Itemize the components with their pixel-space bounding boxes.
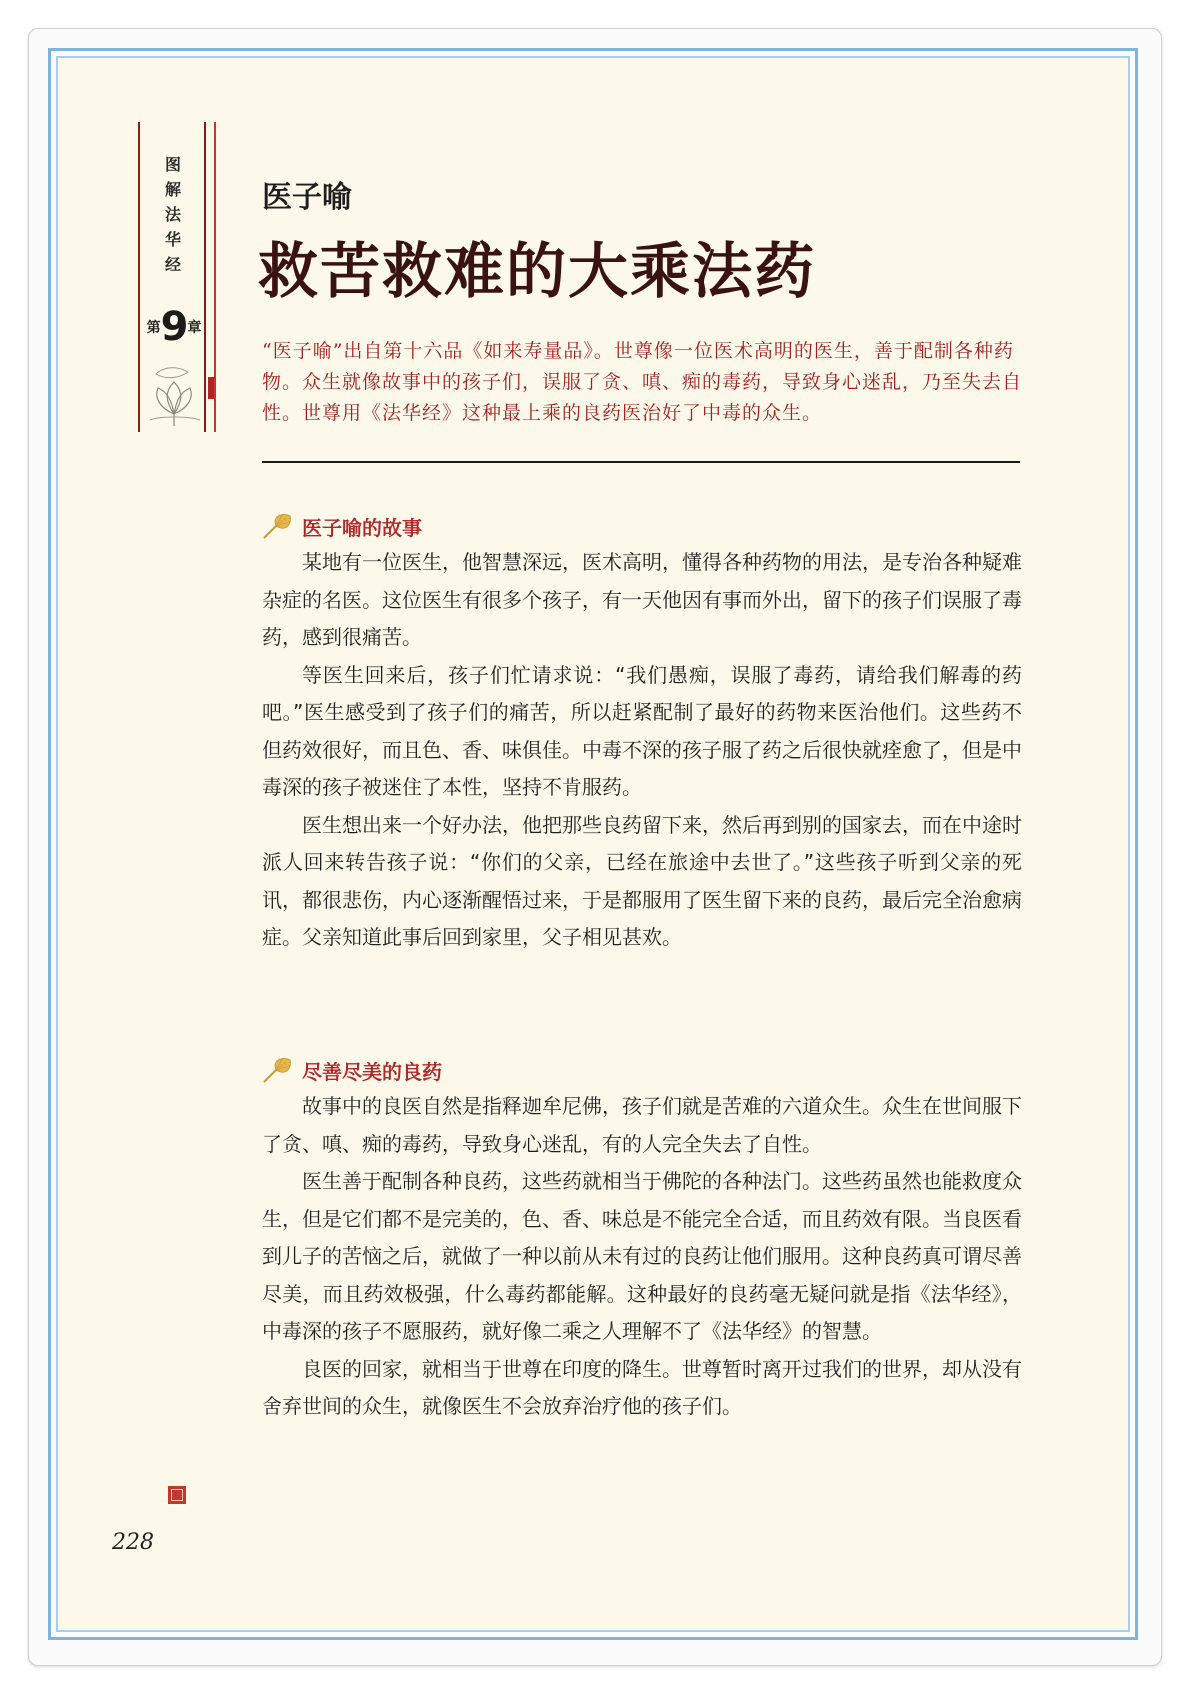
ginkgo-leaf-icon [260, 1056, 294, 1084]
tab-border-left [138, 122, 140, 432]
tab-red-marker [208, 377, 214, 399]
tab-border-right [204, 122, 206, 432]
book-title-vertical [152, 152, 194, 277]
paragraph: 某地有一位医生，他智慧深远，医术高明，懂得各种药物的用法，是专治各种疑难杂症的名医。这位医生有很多个孩子，有一天他因有事而外出，留下的孩子们误服了毒药，感到很痛苦。 [262, 550, 1022, 649]
paragraph: 医生想出来一个好办法，他把那些良药留下来，然后再到别的国家去，而在中途时派人回来转告孩子说：“你们的父亲，已经在旅途中去世了。”这些孩子听到父亲的死讯，都很悲伤，内心逐渐醒悟过来，于是都服用了医生留下来的良药，最后完全治愈病症。父亲知道此事后回到家里，父子相见甚欢。 [262, 812, 1022, 949]
section-body [262, 1088, 1022, 1426]
intro-paragraph [262, 336, 1022, 429]
section-heading [262, 1054, 1022, 1088]
section-title: 尽善尽美的良药 [302, 1060, 442, 1084]
paragraph: 医生善于配制各种良药，这些药就相当于佛陀的各种法门。这些药虽然也能救度众生，但是它们都不是完美的，色、香、味总是不能完全合适，而且药效有限。当良医看到儿子的苦恼之后，就做了一种以前从未有过的良药让他们服用。这种良药真可谓尽善尽美，而且药效极强，什么毒药都能解。这种最好的良药毫无疑问就是指《法华经》，中毒深的孩子不愿服药，就好像二乘之人理解不了《法华经》的智慧。 [262, 1169, 1022, 1343]
paragraph: 等医生回来后，孩子们忙请求说：“我们愚痴，误服了毒药，请给我们解毒的药吧。”医生感受到了孩子们的痛苦，所以赶紧配制了最好的药物来医治他们。这些药不但药效很好，而且色、香、味俱佳。中毒不深的孩子服了药之后很快就痊愈了，但是中毒深的孩子被迷住了本性，坚持不肯服药。 [262, 662, 1022, 799]
paragraph: 良医的回家，就相当于世尊在印度的降生。世尊暂时离开过我们的世界，却从没有舍弃世间的众生，就像医生不会放弃治疗他的孩子们。 [262, 1356, 1022, 1418]
book-title-char: 经 [164, 255, 181, 274]
paragraph: 故事中的良医自然是指释迦牟尼佛，孩子们就是苦难的六道众生。众生在世间服下了贪、嗔、痴的毒药，导致身心迷乱，有的人完全失去了自性。 [262, 1094, 1022, 1156]
chapter-suffix: 章 [187, 320, 202, 336]
intro-text: “医子喻”出自第十六品《如来寿量品》。世尊像一位医术高明的医生，善于配制各种药物。众生就像故事中的孩子们，误服了贪、嗔、痴的毒药，导致身心迷乱，乃至失去自性。世尊用《法华经》这种最上乘的良药医治好了中毒的众生。 [262, 340, 1023, 424]
book-title-char: 图 [164, 155, 181, 174]
section-perfect-medicine [262, 1054, 1022, 1426]
page-subtitle: 医子喻 [262, 180, 352, 215]
tab-border-right-outer [214, 122, 216, 432]
chapter-number: 9 [160, 304, 188, 350]
section-title: 医子喻的故事 [302, 516, 422, 540]
book-title-char: 华 [164, 230, 181, 249]
book-title-char: 法 [164, 205, 181, 224]
chapter-label [142, 304, 206, 350]
book-title-char: 解 [164, 180, 181, 199]
chapter-side-tab [138, 122, 220, 432]
section-story [262, 510, 1022, 957]
section-heading [262, 510, 1022, 544]
divider [262, 461, 1020, 463]
ginkgo-leaf-icon [260, 512, 294, 540]
page-number: 228 [112, 1530, 154, 1555]
chapter-prefix: 第 [146, 320, 161, 336]
page-title: 救苦救难的大乘法药 [258, 237, 816, 307]
lotus-illustration-icon [144, 354, 204, 426]
red-seal-icon [168, 1486, 186, 1504]
section-body [262, 544, 1022, 957]
